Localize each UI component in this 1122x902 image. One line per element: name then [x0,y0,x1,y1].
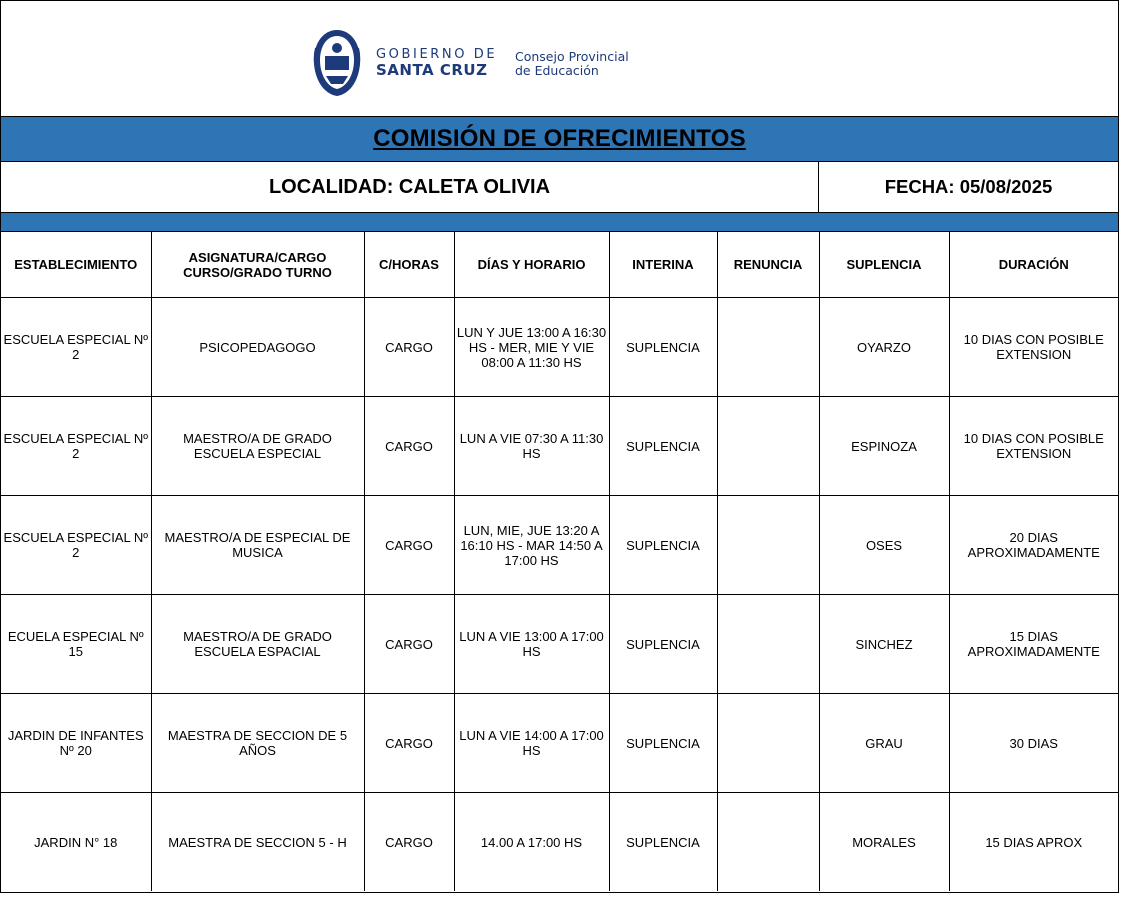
cell-horario: LUN A VIE 13:00 A 17:00 HS [454,595,609,694]
divider-strip [1,213,1118,232]
column-header-establecimiento: ESTABLECIMIENTO [1,232,151,298]
column-header-duracion: DURACIÓN [949,232,1118,298]
cell-establecimiento: JARDIN N° 18 [1,793,151,892]
table-header-row [1,232,1118,298]
cell-horas: CARGO [364,496,454,595]
cell-suplencia: GRAU [819,694,949,793]
cell-renuncia [717,496,819,595]
cell-horas: CARGO [364,298,454,397]
cell-renuncia [717,793,819,892]
cell-suplencia: SINCHEZ [819,595,949,694]
cell-horario: 14.00 A 17:00 HS [454,793,609,892]
gov-title-line2: SANTA CRUZ [376,61,488,79]
cell-horas: CARGO [364,793,454,892]
cell-suplencia: OSES [819,496,949,595]
cell-establecimiento: ESCUELA ESPECIAL Nº 2 [1,496,151,595]
cell-establecimiento: ESCUELA ESPECIAL Nº 2 [1,397,151,496]
cell-establecimiento: JARDIN DE INFANTES Nº 20 [1,694,151,793]
cell-interina: SUPLENCIA [609,496,717,595]
table-row [1,694,1118,793]
cell-interina: SUPLENCIA [609,595,717,694]
cell-duracion: 15 DIAS APROXIMADAMENTE [949,595,1118,694]
column-header-interina: INTERINA [609,232,717,298]
cell-asignatura: MAESTRA DE SECCION 5 - H [151,793,364,892]
cell-suplencia: ESPINOZA [819,397,949,496]
cell-renuncia [717,397,819,496]
cell-renuncia [717,298,819,397]
date-label: FECHA: 05/08/2025 [884,176,1053,197]
table-row [1,595,1118,694]
locality-label: LOCALIDAD: CALETA OLIVIA [1,162,819,212]
cell-horas: CARGO [364,397,454,496]
cell-interina: SUPLENCIA [609,694,717,793]
cell-horario: LUN, MIE, JUE 13:20 A 16:10 HS - MAR 14:50 A 17:00 HS [454,496,609,595]
cell-establecimiento: ESCUELA ESPECIAL Nº 2 [1,298,151,397]
table-row [1,793,1118,892]
cell-duracion: 10 DIAS CON POSIBLE EXTENSION [949,298,1118,397]
column-header-suplencia: SUPLENCIA [819,232,949,298]
table-row [1,298,1118,397]
column-header-horario: DÍAS Y HORARIO [454,232,609,298]
provincial-seal-icon [312,28,362,98]
column-header-renuncia: RENUNCIA [717,232,819,298]
cell-asignatura: PSICOPEDAGOGO [151,298,364,397]
cell-horario: LUN A VIE 07:30 A 11:30 HS [454,397,609,496]
cell-asignatura: MAESTRO/A DE GRADO ESCUELA ESPACIAL [151,595,364,694]
cell-interina: SUPLENCIA [609,397,717,496]
cell-renuncia [717,694,819,793]
gov-title-line1: GOBIERNO DE [376,47,498,62]
cell-horario: LUN Y JUE 13:00 A 16:30 HS - MER, MIE Y VIE 08:00 A 11:30 HS [454,298,609,397]
cell-asignatura: MAESTRO/A DE GRADO ESCUELA ESPECIAL [151,397,364,496]
cell-duracion: 10 DIAS CON POSIBLE EXTENSION [949,397,1118,496]
column-header-horas: C/HORAS [364,232,454,298]
cell-suplencia: OYARZO [819,298,949,397]
column-header-asignatura: ASIGNATURA/CARGO CURSO/GRADO TURNO [151,232,364,298]
cell-duracion: 30 DIAS [949,694,1118,793]
offers-table [1,232,1118,891]
table-row [1,397,1118,496]
header-logo-band [1,1,1118,116]
cell-horario: LUN A VIE 14:00 A 17:00 HS [454,694,609,793]
cell-renuncia [717,595,819,694]
title-bar [1,116,1118,162]
locality-row [1,162,1118,213]
cell-horas: CARGO [364,595,454,694]
cell-interina: SUPLENCIA [609,793,717,892]
table-row [1,496,1118,595]
cell-asignatura: MAESTRA DE SECCION DE 5 AÑOS [151,694,364,793]
cell-duracion: 15 DIAS APROX [949,793,1118,892]
cell-suplencia: MORALES [819,793,949,892]
cell-horas: CARGO [364,694,454,793]
cell-establecimiento: ECUELA ESPECIAL Nº 15 [1,595,151,694]
cell-duracion: 20 DIAS APROXIMADAMENTE [949,496,1118,595]
consejo-line2: de Educación [515,63,599,78]
cell-interina: SUPLENCIA [609,298,717,397]
page-title: COMISIÓN DE OFRECIMIENTOS [373,125,746,152]
consejo-line1: Consejo Provincial [515,49,629,64]
cell-asignatura: MAESTRO/A DE ESPECIAL DE MUSICA [151,496,364,595]
